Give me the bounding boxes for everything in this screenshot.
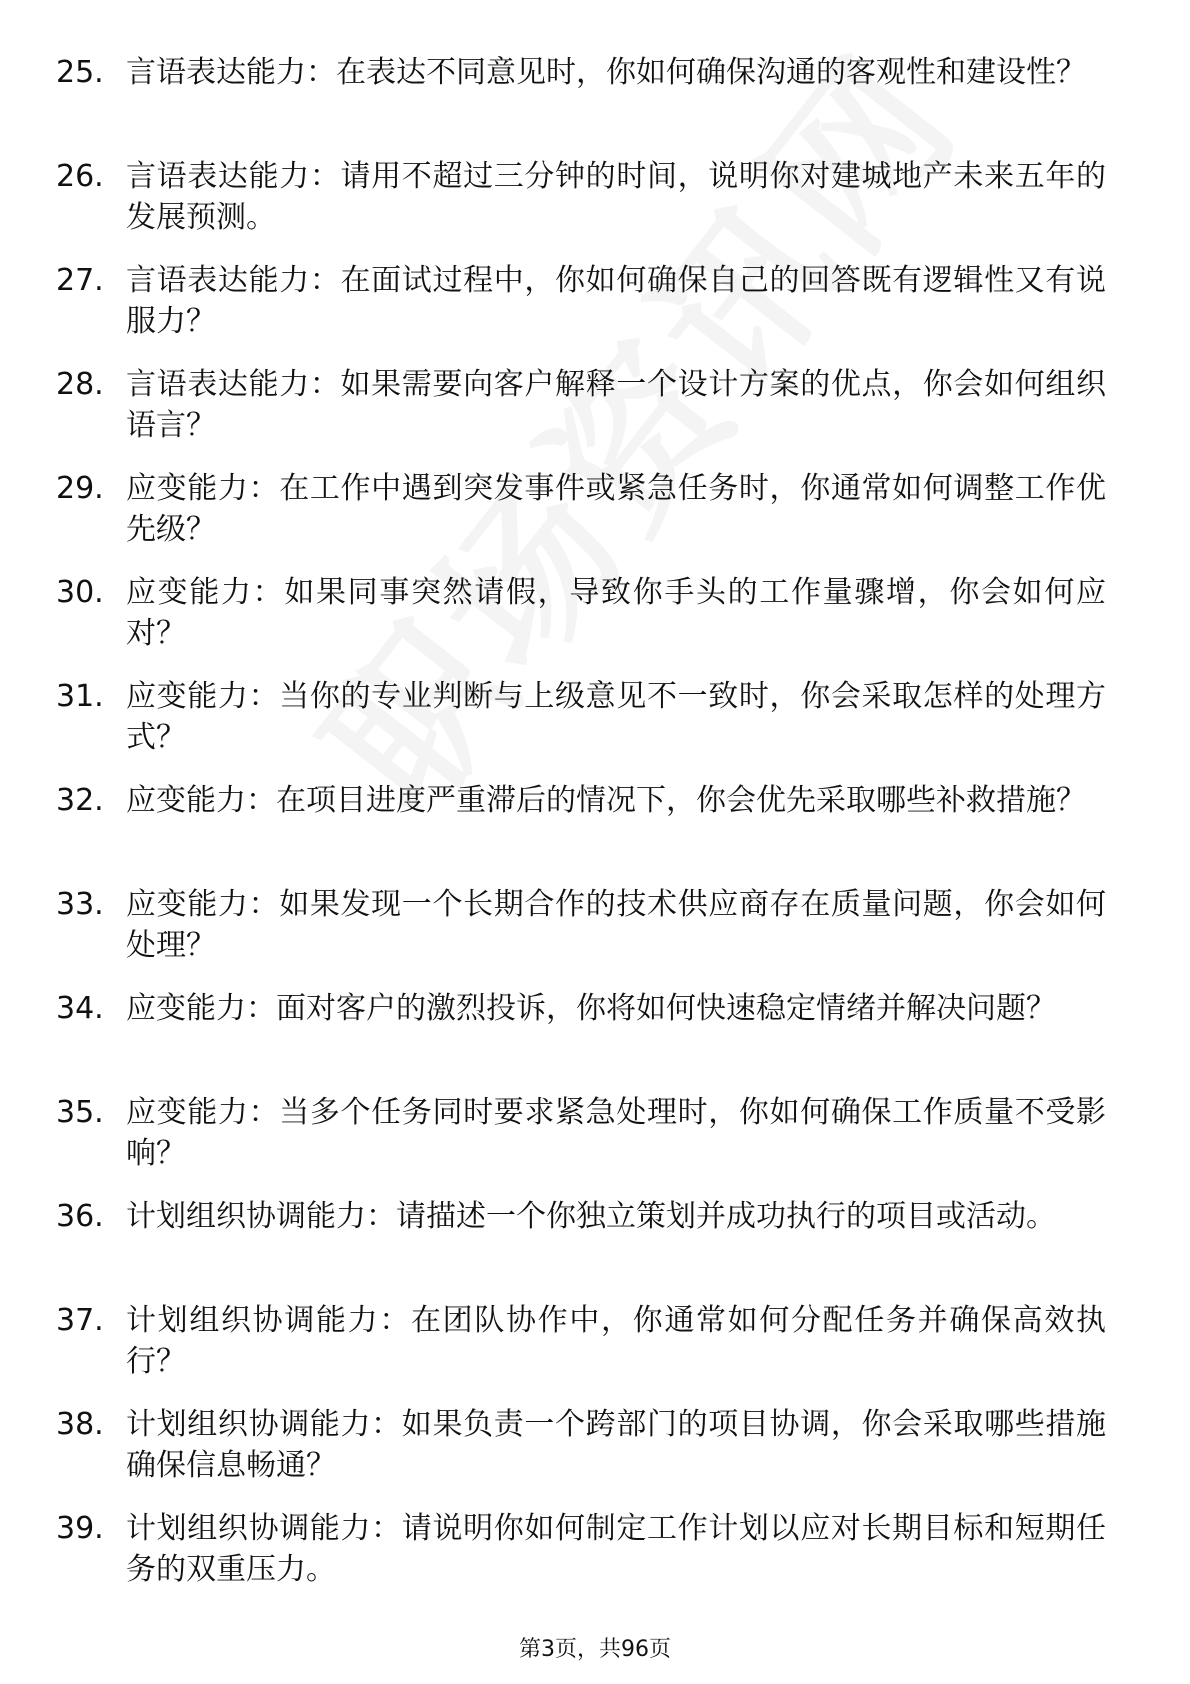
list-item — [0, 884, 1190, 988]
question-text: 计划组织协调能力：请描述一个你独立策划并成功执行的项目或活动。 — [126, 1199, 1056, 1234]
question-number: 32. — [56, 783, 104, 818]
list-item — [0, 572, 1190, 676]
question-text: 言语表达能力：请用不超过三分钟的时间，说明你对建城地产未来五年的发展预测。 — [126, 159, 1106, 235]
list-item — [0, 52, 1190, 156]
question-text: 言语表达能力：在表达不同意见时，你如何确保沟通的客观性和建设性？ — [126, 55, 1086, 90]
question-number: 35. — [56, 1095, 104, 1130]
list-item — [0, 780, 1190, 884]
list-item — [0, 364, 1190, 468]
question-number: 29. — [56, 471, 104, 506]
question-text: 应变能力：在项目进度严重滞后的情况下，你会优先采取哪些补救措施？ — [126, 783, 1086, 818]
question-text: 应变能力：当你的专业判断与上级意见不一致时，你会采取怎样的处理方式？ — [126, 679, 1106, 755]
page-number-text: 第3页，共96页 — [519, 1637, 671, 1662]
list-item — [0, 1196, 1190, 1300]
list-item — [0, 988, 1190, 1092]
question-text: 应变能力：如果发现一个长期合作的技术供应商存在质量问题，你会如何处理？ — [126, 887, 1106, 963]
question-text: 应变能力：面对客户的激烈投诉，你将如何快速稳定情绪并解决问题？ — [126, 991, 1056, 1026]
question-number: 38. — [56, 1407, 104, 1442]
list-item — [0, 1508, 1190, 1612]
question-number: 25. — [56, 55, 104, 90]
list-item — [0, 1092, 1190, 1196]
question-text: 计划组织协调能力：在团队协作中，你通常如何分配任务并确保高效执行？ — [126, 1303, 1106, 1379]
list-item — [0, 260, 1190, 364]
page-footer — [0, 1636, 1190, 1664]
question-number: 39. — [56, 1511, 104, 1546]
question-number: 28. — [56, 367, 104, 402]
list-item — [0, 1404, 1190, 1508]
question-number: 34. — [56, 991, 104, 1026]
question-text: 应变能力：当多个任务同时要求紧急处理时，你如何确保工作质量不受影响？ — [126, 1095, 1106, 1171]
list-item — [0, 468, 1190, 572]
question-number: 30. — [56, 575, 104, 610]
question-text: 计划组织协调能力：请说明你如何制定工作计划以应对长期目标和短期任务的双重压力。 — [126, 1511, 1106, 1587]
list-item — [0, 676, 1190, 780]
question-text: 应变能力：如果同事突然请假，导致你手头的工作量骤增，你会如何应对？ — [126, 575, 1106, 651]
question-text: 应变能力：在工作中遇到突发事件或紧急任务时，你通常如何调整工作优先级？ — [126, 471, 1106, 547]
question-text: 计划组织协调能力：如果负责一个跨部门的项目协调，你会采取哪些措施确保信息畅通？ — [126, 1407, 1106, 1483]
question-number: 36. — [56, 1199, 104, 1234]
question-list — [0, 52, 1190, 1612]
question-number: 27. — [56, 263, 104, 298]
question-number: 31. — [56, 679, 104, 714]
list-item — [0, 1300, 1190, 1404]
question-number: 37. — [56, 1303, 104, 1338]
question-number: 26. — [56, 159, 104, 194]
question-text: 言语表达能力：如果需要向客户解释一个设计方案的优点，你会如何组织语言？ — [126, 367, 1106, 443]
question-number: 33. — [56, 887, 104, 922]
list-item — [0, 156, 1190, 260]
question-text: 言语表达能力：在面试过程中，你如何确保自己的回答既有逻辑性又有说服力？ — [126, 263, 1106, 339]
